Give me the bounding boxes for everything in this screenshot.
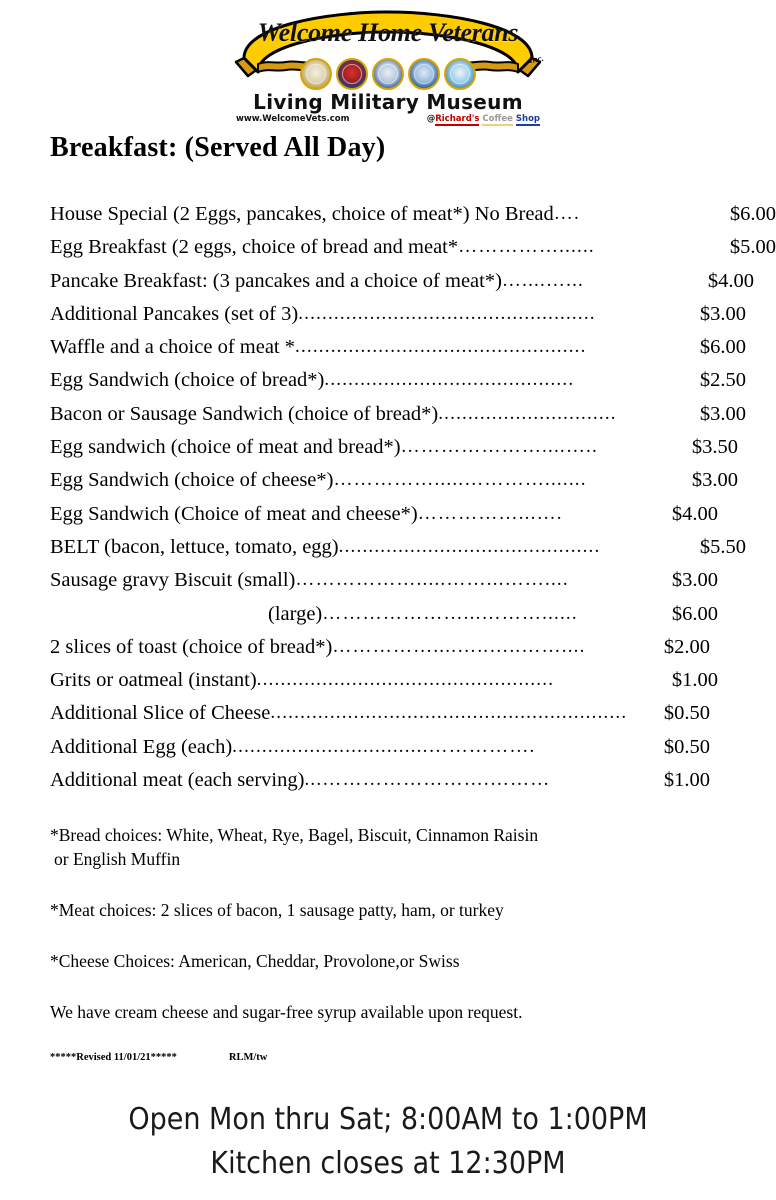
menu-item-row [50, 697, 776, 730]
navy-seal-icon [372, 58, 404, 90]
menu-item-row [50, 764, 776, 797]
menu-item-price: $3.00 [699, 402, 746, 425]
banner-inc-label: Inc. [528, 52, 545, 66]
menu-item-row [50, 531, 776, 564]
hours-line-open: Open Mon thru Sat; 8:00AM to 1:00PM [128, 1102, 648, 1137]
menu-item-leader: ............................................ [338, 535, 601, 557]
extras-note: We have cream cheese and sugar-free syrup available upon request. [50, 1002, 523, 1023]
bread-choices-note: *Bread choices: White, Wheat, Rye, Bagel, Biscuit, Cinnamon Raisin [50, 825, 539, 846]
menu-item-row [50, 265, 776, 298]
menu-item-price: $0.50 [663, 702, 710, 725]
menu-item-price: $5.50 [699, 535, 746, 558]
menu-item-leader: ……………….....……...…….... [295, 569, 569, 591]
menu-footnotes [0, 823, 776, 1063]
menu-item-leader: .............................. [438, 402, 617, 424]
menu-item-row [50, 564, 776, 597]
menu-item-row [50, 498, 776, 531]
menu-item-price: $1.00 [671, 669, 718, 692]
menu-item-name: House Special (2 Eggs, pancakes, choice of meat*) No Bread [50, 203, 554, 225]
menu-item-leader: …………………....….. [400, 436, 598, 458]
menu-item-price: $6.00 [671, 602, 718, 625]
menu-item-name: Egg Sandwich (choice of bread*) [50, 369, 325, 392]
banner-title: Welcome Home Veterans [257, 18, 519, 47]
menu-item-name: Waffle and a choice of meat * [50, 336, 295, 359]
menu-item-price: $3.50 [691, 436, 738, 459]
menu-item-name: Grits or oatmeal (instant) [50, 669, 257, 692]
menu-item-leader: ……………...…. [417, 502, 563, 524]
menu-item-row [50, 231, 776, 264]
operating-hours [0, 1098, 776, 1186]
menu-item-price: $0.50 [663, 735, 710, 758]
menu-item-row-large [50, 598, 776, 631]
menu-item-price: $5.00 [729, 236, 776, 259]
menu-item-name: Additional Pancakes (set of 3) [50, 302, 299, 325]
menu-item-name: Egg sandwich (choice of meat and bread*) [50, 436, 401, 459]
military-service-seals [218, 58, 558, 90]
menu-item-leader: .................................................. [256, 669, 555, 691]
breakfast-menu-list [0, 198, 776, 797]
coast-guard-seal-icon [444, 58, 476, 90]
menu-item-leader: ................................................. [295, 336, 587, 358]
page-title: Breakfast: (Served All Day) [50, 132, 386, 163]
menu-item-leader: …………………...………...... [322, 602, 578, 624]
menu-item-leader: .................................……………. [232, 735, 536, 757]
menu-item-name: (large) [268, 602, 323, 625]
menu-item-row [50, 198, 776, 231]
coffee-shop-credit [427, 114, 540, 124]
menu-item-name: Additional Egg (each) [50, 735, 233, 758]
menu-item-name: Additional meat (each serving) [50, 769, 305, 792]
menu-item-leader: ……………...... [458, 236, 595, 258]
menu-item-name: Sausage gravy Biscuit (small) [50, 569, 296, 592]
menu-item-name: Bacon or Sausage Sandwich (choice of bread*) [50, 402, 439, 425]
menu-item-price: $4.00 [671, 502, 718, 525]
richards-label: Richard's [435, 114, 480, 124]
menu-item-leader: …....…... [501, 269, 584, 291]
menu-item-row [50, 431, 776, 464]
menu-item-leader: ...…………………….……… [304, 769, 551, 791]
menu-item-row [50, 298, 776, 331]
menu-item-name: 2 slices of toast (choice of bread*) [50, 635, 333, 658]
museum-subtitle: Living Military Museum [253, 90, 523, 114]
army-seal-icon [300, 58, 332, 90]
menu-item-price: $3.00 [671, 569, 718, 592]
menu-item-price: $6.00 [699, 336, 746, 359]
menu-item-row [50, 331, 776, 364]
shop-label: Shop [515, 114, 540, 124]
menu-item-row [50, 398, 776, 431]
menu-item-leader: .......................................... [324, 369, 575, 391]
restaurant-logo [0, 0, 776, 126]
revision-line [50, 1052, 776, 1063]
menu-item-name: Egg Breakfast (2 eggs, choice of bread and meat* [50, 236, 459, 259]
menu-item-price: $4.00 [707, 269, 754, 292]
menu-item-name: Egg Sandwich (choice of cheese*) [50, 469, 334, 492]
menu-item-price: $3.00 [691, 469, 738, 492]
menu-item-leader: .................................................. [298, 302, 596, 324]
logo-credits [218, 114, 558, 124]
menu-item-leader: ……………....…..…..…….... [332, 635, 586, 657]
website-label: www.WelcomeVets.com [236, 114, 350, 124]
revision-date: *****Revised 11/01/21***** [50, 1052, 177, 1064]
bread-choices-note-continued: or English Muffin [54, 849, 181, 870]
menu-item-price: $3.00 [699, 302, 746, 325]
menu-item-price: $2.00 [663, 635, 710, 658]
menu-item-row [50, 631, 776, 664]
meat-choices-note: *Meat choices: 2 slices of bacon, 1 sausage patty, ham, or turkey [50, 900, 504, 921]
menu-item-row [50, 664, 776, 697]
menu-item-price: $1.00 [663, 769, 710, 792]
coffee-label: Coffee [482, 114, 513, 124]
menu-item-name: BELT (bacon, lettuce, tomato, egg) [50, 535, 339, 558]
at-symbol: @ [426, 114, 436, 124]
menu-item-name: Egg Sandwich (Choice of meat and cheese*) [50, 502, 418, 525]
menu-item-price: $2.50 [699, 369, 746, 392]
menu-item-leader: …. [553, 203, 580, 224]
revision-initials: RLM/tw [228, 1052, 268, 1064]
menu-item-name: Additional Slice of Cheese [50, 702, 271, 725]
marines-seal-icon [336, 58, 368, 90]
menu-item-row [50, 364, 776, 397]
menu-item-row [50, 731, 776, 764]
menu-item-leader: ............................................................ [270, 702, 628, 724]
menu-item-leader: …………….....…………....... [333, 469, 587, 491]
menu-item-name: Pancake Breakfast: (3 pancakes and a choice of meat*) [50, 269, 502, 292]
air-force-seal-icon [408, 58, 440, 90]
menu-item-row [50, 464, 776, 497]
hours-line-kitchen: Kitchen closes at 12:30PM [210, 1146, 566, 1181]
cheese-choices-note: *Cheese Choices: American, Cheddar, Provolone,or Swiss [50, 951, 460, 972]
menu-item-price: $6.00 [729, 203, 776, 225]
